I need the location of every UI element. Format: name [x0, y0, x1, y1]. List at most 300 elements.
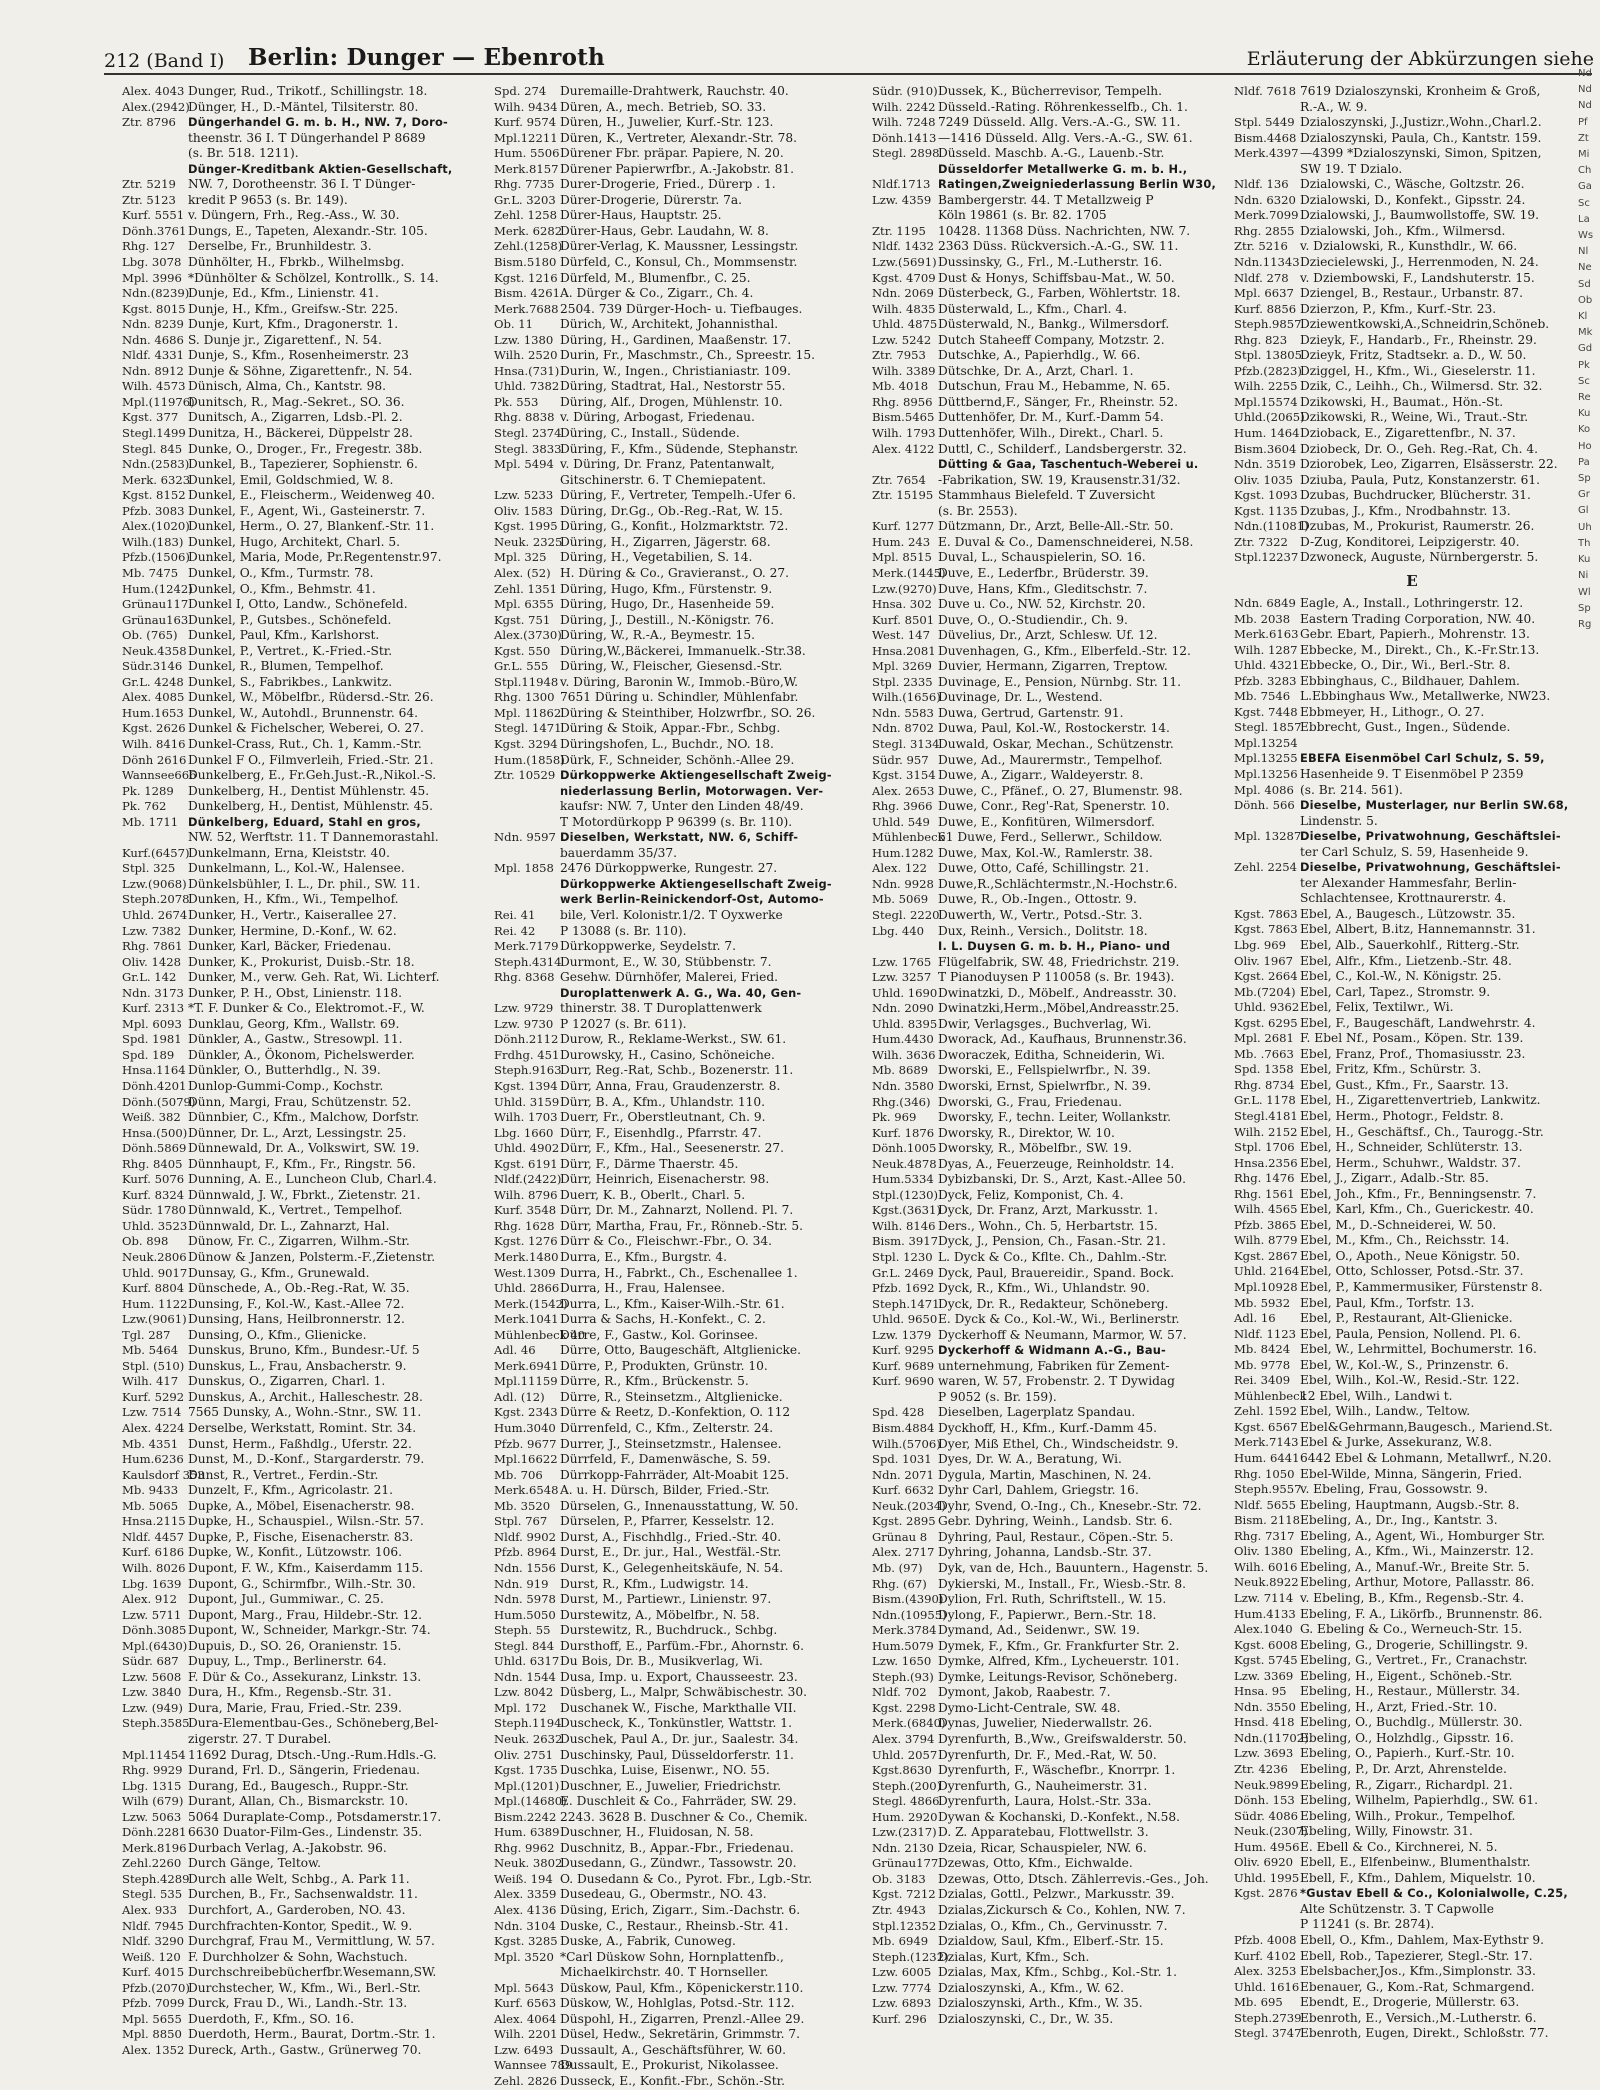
entry-text: Ratingen,Zweigniederlassung Berlin W30,	[938, 177, 1216, 192]
phone-exchange-code	[1234, 1902, 1300, 1918]
phone-exchange-code: Nldf. 7945	[122, 1918, 185, 1933]
phone-exchange-code	[494, 784, 560, 800]
entry-text: Dupke, H., Schauspiel., Wilsn.-Str. 57.	[188, 1514, 424, 1529]
directory-entry	[872, 177, 1232, 193]
directory-entry	[494, 1032, 854, 1048]
directory-entry	[122, 1965, 482, 1981]
directory-entry	[122, 1763, 482, 1779]
entry-text: Durand, Frl. D., Sängerin, Friedenau.	[188, 1763, 421, 1778]
entry-text: Durrer, J., Steinsetzmstr., Halensee.	[560, 1436, 782, 1451]
entry-text: Düsseldorfer Metallwerke G. m. b. H.,	[938, 161, 1188, 176]
phone-exchange-code: Kgst. 1995	[494, 519, 558, 534]
directory-entry	[494, 2058, 854, 2074]
directory-entry	[872, 1203, 1232, 1219]
entry-text: Dunje & Söhne, Zigarettenfr., N. 54.	[188, 363, 413, 378]
directory-entry	[872, 131, 1232, 147]
phone-exchange-code: Mpl.13255	[1234, 751, 1298, 766]
directory-entry	[872, 1530, 1232, 1546]
entry-text: Dünkler, A., Gastw., Stresowpl. 11.	[188, 1032, 403, 1047]
entry-text: Ebel, M., D.-Schneiderei, W. 50.	[1300, 1217, 1497, 1232]
directory-entry	[1234, 162, 1590, 178]
directory-entry	[872, 644, 1232, 660]
entry-text: Dunkelmann, L., Kol.-W., Halensee.	[188, 861, 405, 876]
phone-exchange-code: Kgst. 1394	[494, 1079, 558, 1093]
directory-entry	[122, 1577, 482, 1593]
directory-entry	[494, 1965, 854, 1981]
phone-exchange-code: Ndn. 5978	[494, 1592, 556, 1607]
phone-exchange-code: Kgst. 2298	[872, 1700, 936, 1715]
entry-text: Dzialas, Gottl., Pelzwr., Markusstr. 39.	[938, 1887, 1175, 1902]
edge-fragment: Pa	[1578, 456, 1590, 468]
entry-text: Ebel, Wilh., Kol.-W., Resid.-Str. 122.	[1300, 1373, 1520, 1388]
entry-text: Dzialoszynski, Paula, Ch., Kantstr. 159.	[1300, 130, 1542, 145]
directory-entry	[872, 1343, 1232, 1359]
entry-text: Dworski, E., Fellspielwrfbr., N. 39.	[938, 1063, 1151, 1078]
entry-text: Dzialoszynski, Arth., Kfm., W. 35.	[938, 1996, 1143, 2011]
edge-fragment: Nl	[1578, 246, 1589, 258]
phone-exchange-code: Kurf. 3548	[494, 1203, 557, 1218]
directory-entry	[1234, 2011, 1590, 2027]
directory-entry	[122, 224, 482, 240]
entry-text: T Pianoduysen P 110058 (s. Br. 1943).	[938, 970, 1175, 985]
entry-text: Du Bois, Dr. B., Musikverlag, Wi.	[560, 1654, 763, 1669]
entry-text: Ebel, Paul, Kfm., Torfstr. 13.	[1300, 1295, 1475, 1310]
entry-text: Düring,W.,Bäckerei, Immanuelk.-Str.38.	[560, 643, 806, 658]
phone-exchange-code: Rhg. 9929	[122, 1763, 183, 1778]
phone-exchange-code: Kurf. 9574	[494, 115, 557, 130]
directory-entry	[494, 1281, 854, 1297]
phone-exchange-code: Dönh.(5079)	[122, 1094, 196, 1109]
entry-text: Dworski, G., Frau, Friedenau.	[938, 1094, 1122, 1109]
directory-entry	[122, 1281, 482, 1297]
entry-text: waren, W. 57, Frobenstr. 2. T Dywidag	[938, 1374, 1175, 1389]
directory-entry	[122, 1266, 482, 1282]
entry-text: Dunkel, R., Blumen, Tempelhof.	[188, 659, 384, 674]
phone-exchange-code: Mpl.11454	[122, 1747, 186, 1762]
entry-text: Dünnwald, J. W., Fbrkt., Zietenstr. 21.	[188, 1187, 421, 1202]
phone-exchange-code: Südr. 1780	[122, 1203, 186, 1218]
directory-entry	[1234, 1264, 1590, 1280]
directory-entry	[1234, 1793, 1590, 1809]
phone-exchange-code: Mpl. 3520	[494, 1949, 554, 1964]
entry-text: Gesehw. Dürnhöfer, Malerei, Fried.	[560, 970, 779, 985]
entry-text: D-Zug, Konditorei, Leipzigerstr. 40.	[1300, 534, 1520, 549]
directory-entry	[494, 877, 854, 893]
entry-text: Dürfeld, C., Konsul, Ch., Mommsenstr.	[560, 255, 798, 270]
phone-exchange-code: Steph.2078	[122, 892, 190, 907]
entry-text: Dynas, Juwelier, Niederwallstr. 26.	[938, 1716, 1153, 1731]
entry-text: Dünkelberg, Eduard, Stahl en gros,	[188, 814, 421, 829]
phone-exchange-code: Neuk.4358	[122, 643, 187, 658]
phone-exchange-code: Neuk.9899	[1234, 1777, 1299, 1792]
directory-entry	[122, 1530, 482, 1546]
entry-text: Dyck, Dr. Franz, Arzt, Markusstr. 1.	[938, 1203, 1158, 1218]
directory-entry	[494, 566, 854, 582]
directory-entry	[872, 597, 1232, 613]
directory-entry	[1234, 193, 1590, 209]
phone-exchange-code: Lzw. 3369	[1234, 1668, 1294, 1683]
phone-exchange-code: Stegl.1499	[122, 426, 186, 441]
phone-exchange-code: Wannsee666	[122, 768, 197, 783]
directory-entry	[494, 1654, 854, 1670]
phone-exchange-code: Stpl.(1230)	[872, 1187, 938, 1202]
entry-text: Durst, M., Partiewr., Linienstr. 97.	[560, 1592, 772, 1607]
entry-text: Durchstecher, W., Kfm., Wi., Berl.-Str.	[188, 1980, 421, 1995]
directory-entry	[122, 1312, 482, 1328]
directory-entry	[1234, 333, 1590, 349]
phone-exchange-code: Pk. 1289	[122, 783, 174, 798]
directory-entry	[1234, 410, 1590, 426]
entry-text: Ebbinghaus, C., Bildhauer, Dahlem.	[1300, 673, 1520, 688]
entry-text: Duschka, Luise, Eisenwr., NO. 55.	[560, 1763, 770, 1778]
phone-exchange-code: Lzw. 5608	[122, 1669, 182, 1684]
directory-entry	[1234, 1778, 1590, 1794]
phone-exchange-code: Merk.6941	[494, 1358, 559, 1373]
phone-exchange-code: Stpl. 1230	[872, 1250, 933, 1265]
entry-text: Dünkler, O., Butterhdlg., N. 39.	[188, 1063, 381, 1078]
entry-text: Ebbecke, M., Direkt., Ch., K.-Fr.Str.13.	[1300, 642, 1540, 657]
phone-exchange-code: Hum.4430	[872, 1032, 934, 1047]
phone-exchange-code: Uhld. 4902	[494, 1141, 560, 1156]
phone-exchange-code: Spd. 428	[872, 1405, 925, 1420]
phone-exchange-code: Rhg. 8734	[1234, 1077, 1295, 1092]
directory-entry	[122, 1017, 482, 1033]
directory-entry	[122, 1639, 482, 1655]
directory-entry	[1234, 364, 1590, 380]
directory-entry	[494, 939, 854, 955]
directory-entry	[872, 939, 1232, 955]
entry-text: Duwe, Max, Kol.-W., Ramlerstr. 38.	[938, 845, 1153, 860]
phone-exchange-code: Mb. 1711	[122, 814, 179, 829]
phone-exchange-code: Wilh. 8146	[872, 1218, 936, 1233]
phone-exchange-code	[1234, 891, 1300, 907]
phone-exchange-code: Rhg. 823	[1234, 332, 1288, 347]
directory-entry	[1234, 1093, 1590, 1109]
phone-exchange-code: Rhg. 8838	[494, 410, 555, 425]
entry-text: Dunje, Ed., Kfm., Linienstr. 41.	[188, 286, 379, 301]
entry-text: Durchfrachten-Kontor, Spedit., W. 9.	[188, 1918, 413, 1933]
phone-exchange-code: Uhld. 1616	[1234, 1979, 1300, 1994]
directory-entry	[1234, 1451, 1590, 1467]
directory-entry	[494, 1374, 854, 1390]
entry-text: Ebel&Gehrmann,Baugesch., Mariend.St.	[1300, 1419, 1553, 1434]
entry-text: Dürr, F., Eisenhdlg., Pfarrstr. 47.	[560, 1125, 762, 1140]
phone-exchange-code: Wilh. 8026	[122, 1560, 186, 1575]
entry-text: Dziewentkowski,A.,Schneidrin,Schöneb.	[1300, 317, 1550, 332]
directory-entry	[872, 892, 1232, 908]
entry-text: Dzeia, Ricar, Schauspieler, NW. 6.	[938, 1840, 1147, 1855]
phone-exchange-code: Rhg. 8368	[494, 970, 555, 985]
entry-text: P 13088 (s. Br. 110).	[560, 923, 687, 938]
directory-entry	[122, 115, 482, 131]
phone-exchange-code: Lzw. 1380	[494, 332, 554, 347]
entry-text: Ebel, H., Zigarettenvertrieb, Lankwitz.	[1300, 1093, 1541, 1108]
phone-exchange-code: Ob. 3183	[872, 1871, 926, 1886]
directory-entry	[494, 861, 854, 877]
edge-fragment: Zt	[1578, 132, 1589, 144]
phone-exchange-code: Uhld. 2866	[494, 1281, 560, 1296]
entry-text: *Dünhölter & Schölzel, Kontrollk., S. 14.	[188, 270, 439, 285]
directory-entry	[494, 1577, 854, 1593]
directory-entry	[1234, 1031, 1590, 1047]
entry-text: Durmont, E., W. 30, Stübbenstr. 7.	[560, 954, 772, 969]
phone-exchange-code: Hum.3040	[494, 1421, 556, 1436]
entry-text: Dunst, M., D.-Konf., Stargarderstr. 79.	[188, 1452, 425, 1467]
phone-exchange-code: Merk.3784	[872, 1623, 937, 1638]
directory-entry	[494, 1421, 854, 1437]
entry-text: Dürre, R., Kfm., Brückenstr. 5.	[560, 1374, 749, 1389]
phone-exchange-code: Neuk.2806	[122, 1250, 187, 1265]
directory-entry	[872, 442, 1232, 458]
entry-text: Durstewitz, A., Möbelfbr., N. 58.	[560, 1607, 760, 1622]
directory-entry	[122, 970, 482, 986]
phone-exchange-code: Lbg. 1639	[122, 1576, 182, 1591]
directory-entry	[122, 1483, 482, 1499]
phone-exchange-code: Mb.(7204)	[1234, 984, 1296, 999]
directory-entry	[494, 2027, 854, 2043]
entry-text: Durra, E., Kfm., Burgstr. 4.	[560, 1250, 728, 1265]
phone-exchange-code: Ndn. 3550	[1234, 1699, 1296, 1714]
phone-exchange-code: Lzw. 6493	[494, 2042, 554, 2057]
edge-fragment: Ch	[1578, 165, 1592, 177]
phone-exchange-code	[494, 473, 560, 489]
entry-text: Dzialas,Zickursch & Co., Kohlen, NW. 7.	[938, 1902, 1186, 1917]
phone-exchange-code: Rhg. 1050	[1234, 1466, 1295, 1481]
directory-entry	[122, 146, 482, 162]
directory-entry	[1234, 829, 1590, 845]
directory-entry	[1234, 100, 1590, 116]
entry-text: A. u. H. Dürsch, Bilder, Fried.-Str.	[560, 1483, 770, 1498]
phone-exchange-code: Gr.L. 2469	[872, 1265, 934, 1280]
directory-entry	[122, 1623, 482, 1639]
directory-entry	[494, 146, 854, 162]
phone-exchange-code: Neuk.(2307)	[1234, 1824, 1308, 1839]
entry-text: Dzialdow, Saul, Kfm., Elberf.-Str. 15.	[938, 1934, 1164, 1949]
directory-entry	[1234, 798, 1590, 814]
directory-entry	[1234, 84, 1590, 100]
directory-entry	[1234, 1435, 1590, 1451]
phone-exchange-code: Mpl.(1201)	[494, 1778, 560, 1793]
directory-entry	[872, 582, 1232, 598]
entry-text: Dunst, R., Vertret., Ferdin.-Str.	[188, 1467, 379, 1482]
phone-exchange-code: Lbg. 3078	[122, 255, 182, 270]
phone-exchange-code: Mpl. 3996	[122, 270, 182, 285]
entry-text: Dworsky, F., techn. Leiter, Wollankstr.	[938, 1110, 1171, 1125]
phone-exchange-code: Ndn.(2583)	[122, 457, 190, 472]
directory-entry	[122, 644, 482, 660]
entry-text: Dütschke, Dr. A., Arzt, Charl. 1.	[938, 363, 1134, 378]
directory-entry	[872, 1810, 1232, 1826]
phone-exchange-code	[1234, 814, 1300, 830]
entry-text: *Gustav Ebell & Co., Kolonialwolle, C.25,	[1300, 1886, 1568, 1901]
phone-exchange-code: Wilh. 4835	[872, 301, 936, 316]
directory-entry	[122, 675, 482, 691]
phone-exchange-code: Nldf. 702	[872, 1685, 927, 1700]
entry-text: Flügelfabrik, SW. 48, Friedrichstr. 219.	[938, 954, 1180, 969]
phone-exchange-code: Ob. (765)	[122, 628, 178, 643]
directory-entry	[494, 1856, 854, 1872]
phone-exchange-code: Steph.3585	[122, 1716, 190, 1731]
phone-exchange-code: Wilh. 9434	[494, 99, 558, 114]
directory-entry	[122, 1872, 482, 1888]
directory-entry	[872, 1297, 1232, 1313]
edge-fragment: Mi	[1578, 149, 1590, 161]
phone-exchange-code: Kgst.8630	[872, 1763, 932, 1778]
directory-entry	[1234, 1886, 1590, 1902]
entry-text: Dyrenfurth, Dr. F., Med.-Rat, W. 50.	[938, 1747, 1157, 1762]
directory-entry	[494, 799, 854, 815]
entry-text: Durch alle Welt, Schbg., A. Park 11.	[188, 1871, 410, 1886]
entry-text: Dymke, Alfred, Kfm., Lycheuerstr. 101.	[938, 1654, 1180, 1669]
directory-entry	[494, 1592, 854, 1608]
directory-entry	[122, 846, 482, 862]
entry-text: Dunitsch, A., Zigarren, Ldsb.-Pl. 2.	[188, 410, 403, 425]
phone-exchange-code: Rei. 42	[494, 923, 536, 938]
phone-exchange-code: Kgst. 2867	[1234, 1248, 1298, 1263]
entry-text: —1416 Düsseld. Allg. Vers.-A.-G., SW. 61.	[938, 130, 1193, 145]
entry-text: Düring & Steinthiber, Holzwrfbr., SO. 26.	[560, 705, 816, 720]
phone-exchange-code: Mb. 4018	[872, 379, 929, 394]
entry-text: Gebr. Dyhring, Weinh., Landsb. Str. 6.	[938, 1514, 1173, 1529]
directory-entry	[122, 1701, 482, 1717]
directory-entry	[1234, 860, 1590, 876]
directory-entry	[494, 1561, 854, 1577]
directory-entry	[872, 208, 1232, 224]
phone-exchange-code: Wilh. 4565	[1234, 1202, 1298, 1217]
phone-exchange-code: Ztr. 7953	[872, 348, 926, 363]
phone-exchange-code: Dönh.2281	[122, 1825, 187, 1840]
phone-exchange-code: Wilh.(5706)	[872, 1436, 941, 1451]
directory-entry	[1234, 1000, 1590, 1016]
entry-text: Düskow, W., Hohlglas, Potsd.-Str. 112.	[560, 1996, 795, 2011]
entry-text: Dützmann, Dr., Arzt, Belle-All.-Str. 50.	[938, 519, 1174, 534]
phone-exchange-code	[872, 504, 938, 520]
phone-exchange-code: Weiß. 194	[494, 1871, 553, 1886]
phone-exchange-code: Kgst. 550	[494, 643, 551, 658]
directory-entry	[494, 100, 854, 116]
abbreviation-note: Erläuterung der Abkürzungen siehe	[1246, 48, 1594, 70]
phone-exchange-code: Rei. 41	[494, 907, 536, 922]
directory-entry	[494, 1872, 854, 1888]
directory-entry	[1234, 954, 1590, 970]
phone-exchange-code: Wilh.(183)	[122, 534, 184, 549]
directory-entry	[872, 1716, 1232, 1732]
phone-exchange-code: Mb. 5065	[122, 1498, 179, 1513]
phone-exchange-code: Merk.7143	[1234, 1435, 1299, 1450]
directory-entry	[494, 224, 854, 240]
directory-entry	[494, 2074, 854, 2090]
directory-entry	[122, 473, 482, 489]
phone-exchange-code: Mpl. 325	[494, 550, 547, 565]
entry-text: 12 Ebel, Wilh., Landwi t.	[1300, 1388, 1453, 1403]
phone-exchange-code: Alex.(1020)	[122, 519, 190, 534]
directory-entry	[494, 1390, 854, 1406]
directory-entry	[872, 970, 1232, 986]
entry-text: Ebel, F., Baugeschäft, Landwehrstr. 4.	[1300, 1015, 1536, 1030]
phone-exchange-code: Pfzb.(2070)	[122, 1980, 190, 1995]
entry-text: Düsterwald, N., Bankg., Wilmersdorf.	[938, 317, 1170, 332]
phone-exchange-code: Alex. 933	[122, 1902, 177, 1917]
entry-text: Dunskus, Bruno, Kfm., Bundesr.-Uf. 5	[188, 1343, 420, 1358]
entry-text: Düring, W., Fleischer, Giesensd.-Str.	[560, 659, 783, 674]
phone-exchange-code: Neuk.4878	[872, 1156, 937, 1171]
phone-exchange-code: Südr. 957	[872, 752, 929, 767]
directory-entry	[494, 1716, 854, 1732]
phone-exchange-code: Wilh. 417	[122, 1374, 179, 1389]
phone-exchange-code	[872, 1390, 938, 1406]
entry-text: v. Düring, Dr. Franz, Patentanwalt,	[560, 457, 775, 472]
entry-text: Dürich, W., Architekt, Johannisthal.	[560, 317, 779, 332]
entry-text: Dunsay, G., Kfm., Grunewald.	[188, 1265, 370, 1280]
phone-exchange-code: Ob. 11	[494, 317, 534, 332]
directory-entry	[872, 1032, 1232, 1048]
directory-entry	[1234, 674, 1590, 690]
phone-exchange-code: Uhld. 4321	[1234, 658, 1300, 673]
directory-entry	[122, 1126, 482, 1142]
phone-exchange-code	[872, 939, 938, 955]
directory-entry	[1234, 1373, 1590, 1389]
phone-exchange-code: Mb. 3520	[494, 1498, 551, 1513]
directory-entry	[494, 2012, 854, 2028]
entry-text: Dünow & Janzen, Polsterm.-F.,Zietenstr.	[188, 1250, 436, 1265]
directory-entry	[1234, 395, 1590, 411]
entry-text: Düsseld.-Rating. Röhrenkesselfb., Ch. 1.	[938, 99, 1188, 114]
phone-exchange-code: Spd. 1981	[122, 1032, 182, 1047]
directory-entry	[494, 908, 854, 924]
entry-text: Dzialas, O., Kfm., Ch., Gervinusstr. 7.	[938, 1918, 1168, 1933]
entry-text: Dziorobek, Leo, Zigarren, Elsässerstr. 22.	[1300, 457, 1558, 472]
entry-text: F. Dür & Co., Assekuranz, Linkstr. 13.	[188, 1669, 422, 1684]
phone-exchange-code: Pk. 969	[872, 1110, 917, 1125]
phone-exchange-code: Kgst. 8015	[122, 301, 186, 316]
phone-exchange-code: Neuk. 2325	[494, 534, 563, 549]
entry-text: Dunker, P. H., Obst, Linienstr. 118.	[188, 985, 403, 1000]
directory-entry	[494, 1297, 854, 1313]
entry-text: Ebeling, R., Zigarr., Richardpl. 21.	[1300, 1777, 1513, 1792]
entry-text: Düngerhandel G. m. b. H., NW. 7, Doro-	[188, 115, 448, 130]
directory-entry	[1234, 1529, 1590, 1545]
entry-text: Dzialowski, J., Baumwollstoffe, SW. 19.	[1300, 208, 1540, 223]
entry-text: Dyer, Miß Ethel, Ch., Windscheidstr. 9.	[938, 1436, 1179, 1451]
phone-exchange-code: Stpl.12352	[872, 1918, 937, 1933]
entry-text: Düvelius, Dr., Arzt, Schlesw. Uf. 12.	[938, 628, 1158, 643]
phone-exchange-code: Wilh. 8416	[122, 736, 186, 751]
directory-entry	[1234, 1591, 1590, 1607]
phone-exchange-code: Ndn.(8239)	[122, 286, 190, 301]
directory-entry	[494, 395, 854, 411]
directory-entry	[494, 846, 854, 862]
phone-exchange-code: Lzw. 3840	[122, 1685, 182, 1700]
entry-text: Dworaczek, Editha, Schneiderin, Wi.	[938, 1047, 1165, 1062]
entry-text: Dunsing, O., Kfm., Glienicke.	[188, 1327, 367, 1342]
phone-exchange-code: Gr.L. 1178	[1234, 1093, 1296, 1108]
directory-entry	[122, 877, 482, 893]
directory-entry	[494, 1001, 854, 1017]
entry-text: Ebeling, A., Agent, Wi., Homburger Str.	[1300, 1528, 1545, 1543]
phone-exchange-code: Ndn. 6849	[1234, 595, 1296, 610]
directory-entry	[122, 317, 482, 333]
entry-text: v. Ebeling, Frau, Gossowstr. 9.	[1300, 1482, 1488, 1497]
phone-exchange-code: Adl. (12)	[494, 1389, 545, 1404]
entry-text: Duroplattenwerk A. G., Wa. 40, Gen-	[560, 985, 802, 1000]
phone-exchange-code: Stegl. 844	[494, 1638, 555, 1653]
phone-exchange-code: Kgst. 6191	[494, 1156, 558, 1171]
phone-exchange-code: Uhld. 3523	[122, 1218, 188, 1233]
phone-exchange-code: Hnsa.(731)	[494, 363, 560, 378]
directory-entry	[872, 955, 1232, 971]
directory-entry	[494, 924, 854, 940]
phone-exchange-code: Rhg. 8405	[122, 1156, 183, 1171]
